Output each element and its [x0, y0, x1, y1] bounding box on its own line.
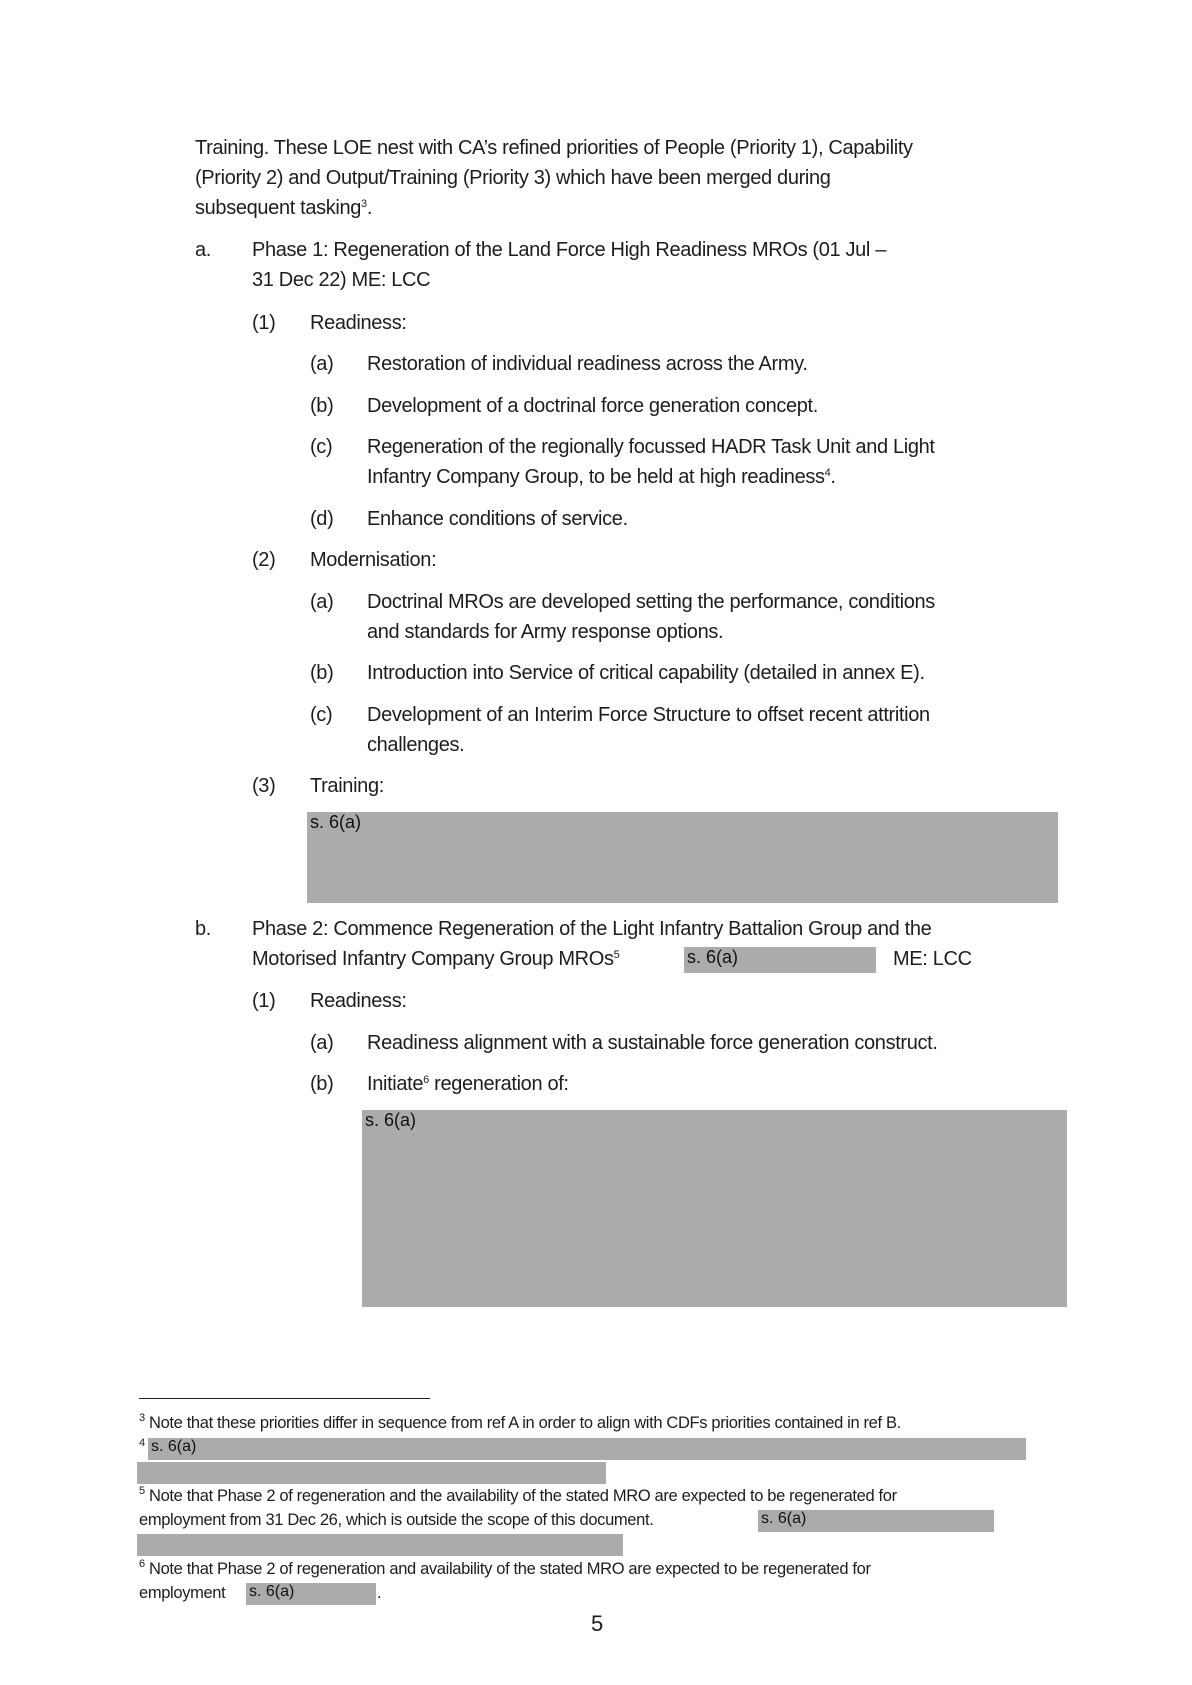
subheading: Modernisation: — [310, 549, 437, 571]
list-item — [367, 1072, 569, 1096]
item-marker: (a) — [310, 1032, 334, 1054]
footnote-number: 4 — [139, 1437, 145, 1449]
intro-end: . — [366, 197, 373, 219]
list-item: Readiness alignment with a sustainable force generation construct. — [367, 1032, 938, 1054]
footnote-ref[interactable]: 3 — [361, 198, 367, 210]
list-item: Regeneration of the regionally focussed HADR Task Unit and Light — [367, 436, 935, 458]
redaction-block — [148, 1438, 1026, 1460]
redaction-label: s. 6(a) — [249, 1583, 295, 1600]
page-number: 5 — [591, 1611, 604, 1636]
footnote-6-line2: employment — [139, 1584, 226, 1602]
redaction-label: s. 6(a) — [687, 947, 739, 967]
phase-title — [252, 947, 619, 971]
item-marker: (a) — [310, 353, 334, 375]
item-marker: b. — [195, 918, 211, 940]
item-marker: (3) — [252, 775, 276, 797]
item-marker: (1) — [252, 990, 276, 1012]
item-marker: (c) — [310, 436, 333, 458]
main-effort: ME: LCC — [893, 948, 972, 970]
footnote-separator — [139, 1398, 430, 1399]
footnote-4 — [139, 1438, 145, 1458]
intro-line: Training. These LOE nest with CA’s refined priorities of People (Priority 1), Capability — [195, 137, 913, 159]
list-item-end: regeneration of: — [428, 1073, 569, 1095]
redaction-label: s. 6(a) — [310, 812, 362, 832]
list-item: Introduction into Service of critical capability (detailed in annex E). — [367, 662, 925, 684]
redaction-block — [307, 812, 1058, 903]
redaction-label: s. 6(a) — [151, 1438, 197, 1455]
redaction-block — [362, 1110, 1067, 1307]
list-item-text: Initiate — [367, 1073, 424, 1095]
item-marker: (d) — [310, 508, 334, 530]
item-marker: (a) — [310, 591, 334, 613]
phase-title: 31 Dec 22) ME: LCC — [252, 269, 431, 291]
list-item: Development of a doctrinal force generation concept. — [367, 395, 818, 417]
item-marker: (b) — [310, 1073, 334, 1095]
footnote-number: 5 — [139, 1485, 145, 1497]
list-item: Doctrinal MROs are developed setting the performance, conditions — [367, 591, 935, 613]
footnote-6-end: . — [377, 1584, 382, 1602]
footnote-5-line2: employment from 31 Dec 26, which is outside the scope of this document. — [139, 1511, 654, 1529]
footnote-text: Note that Phase 2 of regeneration and availability of the stated MRO are expected to be regenerated for — [149, 1560, 871, 1578]
redaction-block — [246, 1583, 376, 1605]
footnote-ref[interactable]: 5 — [613, 949, 620, 961]
list-item: Restoration of individual readiness across the Army. — [367, 353, 808, 375]
redaction-block — [684, 947, 876, 973]
footnote-5 — [139, 1486, 897, 1506]
list-item-end: . — [830, 466, 836, 488]
redaction-block — [758, 1510, 994, 1532]
item-marker: a. — [195, 239, 211, 261]
item-marker: (1) — [252, 312, 276, 334]
footnote-text: Note that these priorities differ in sequence from ref A in order to align with CDFs priorities contained in ref B. — [149, 1414, 901, 1432]
list-item: Development of an Interim Force Structure to offset recent attrition — [367, 704, 930, 726]
redaction-label: s. 6(a) — [365, 1110, 417, 1130]
item-marker: (2) — [252, 549, 276, 571]
intro-line: (Priority 2) and Output/Training (Priority 3) which have been merged during — [195, 167, 831, 189]
subheading: Readiness: — [310, 990, 407, 1012]
subheading: Readiness: — [310, 312, 407, 334]
footnote-text: Note that Phase 2 of regeneration and the availability of the stated MRO are expected to be regenerated for — [149, 1487, 897, 1505]
list-item — [367, 465, 836, 489]
phase-title: Phase 1: Regeneration of the Land Force High Readiness MROs (01 Jul – — [252, 239, 886, 261]
footnote-number: 6 — [139, 1558, 145, 1570]
phase-title: Phase 2: Commence Regeneration of the Light Infantry Battalion Group and the — [252, 918, 932, 940]
intro-text: subsequent tasking — [195, 197, 362, 219]
item-marker: (c) — [310, 704, 333, 726]
footnote-3 — [139, 1413, 901, 1433]
item-marker: (b) — [310, 395, 334, 417]
item-marker: (b) — [310, 662, 334, 684]
intro-line — [195, 196, 372, 220]
phase-title-text: Motorised Infantry Company Group MROs — [252, 948, 614, 970]
footnote-number: 3 — [139, 1412, 145, 1424]
redaction-block — [137, 1462, 606, 1484]
footnote-6 — [139, 1559, 871, 1579]
list-item: and standards for Army response options. — [367, 621, 724, 643]
list-item-text: Infantry Company Group, to be held at high readiness — [367, 466, 825, 488]
redaction-label: s. 6(a) — [761, 1510, 807, 1527]
list-item: Enhance conditions of service. — [367, 508, 628, 530]
list-item: challenges. — [367, 734, 465, 756]
redaction-block — [137, 1534, 623, 1556]
footnote-ref[interactable]: 4 — [824, 467, 831, 479]
subheading: Training: — [310, 775, 384, 797]
footnote-ref[interactable]: 6 — [423, 1074, 429, 1086]
